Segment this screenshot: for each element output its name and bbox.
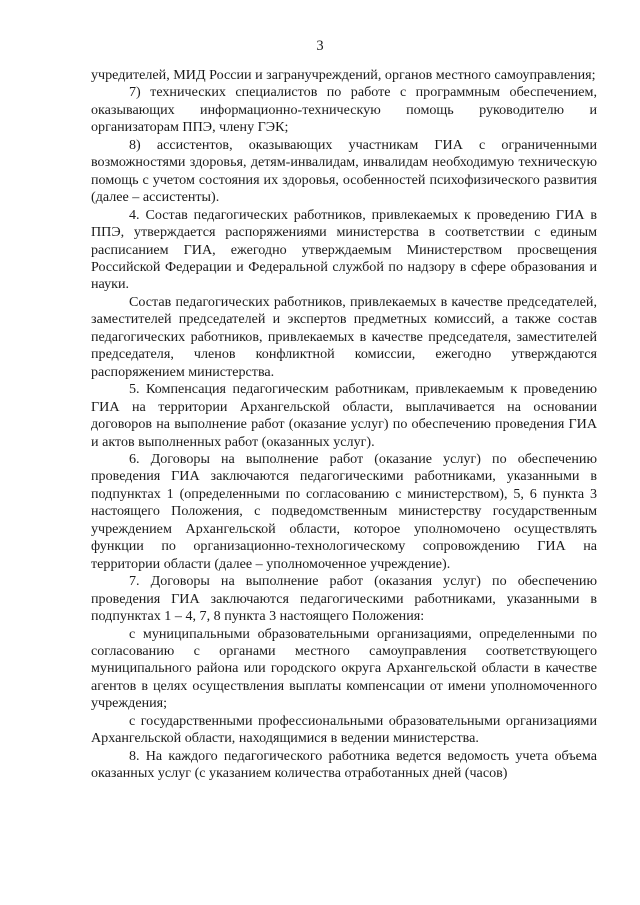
paragraph-item-8: 8) ассистентов, оказывающих участникам ГИА с ограниченными возможностями здоровья, детям-инвалидам, инвалидам необходимую техническую помощь с учетом состояния их здоровья, особенностей психофизического развития (далее – ассистенты). xyxy=(91,136,597,206)
paragraph-clause-4: 4. Состав педагогических работников, привлекаемых к проведению ГИА в ППЭ, утверждается распоряжениями министерства в соответствии с единым расписанием ГИА, ежегодно утверждаемым Министерством просвещения Российской Федерации и Федеральной службой по надзору в сфере образования и науки. xyxy=(91,206,597,293)
page-number: 3 xyxy=(316,38,324,54)
paragraph-continuation: учредителей, МИД России и загранучреждений, органов местного самоуправления; xyxy=(91,67,596,83)
document-body xyxy=(91,67,597,783)
paragraph-clause-7-municipal: с муниципальными образовательными организациями, определенными по согласованию с органами местного самоуправления соответствующего муниципального района или городского округа Архангельской области в качестве агентов в целях осуществления выплаты компенсации от имени уполномоченного учреждения; xyxy=(91,625,597,712)
paragraph-clause-8: 8. На каждого педагогического работника ведется ведомость учета объема оказанных услуг (с указанием количества отработанных дней (часов) xyxy=(91,747,597,782)
paragraph-item-7: 7) технических специалистов по работе с программным обеспечением, оказывающих информационно-техническую помощь руководителю и организаторам ППЭ, члену ГЭК; xyxy=(91,84,597,136)
paragraph-clause-5: 5. Компенсация педагогическим работникам, привлекаемым к проведению ГИА на территории Архангельской области, выплачивается на основании договоров на выполнение работ (оказание услуг) по обеспечению проведения ГИА и актов выполненных работ (оказанных услуг). xyxy=(91,381,597,450)
paragraph-clause-7-state: с государственными профессиональными образовательными организациями Архангельской области, находящимися в ведении министерства. xyxy=(91,712,597,747)
paragraph-clause-7: 7. Договоры на выполнение работ (оказания услуг) по обеспечению проведения ГИА заключаются педагогическими работниками, указанными в подпунктах 1 – 4, 7, 8 пункта 3 настоящего Положения: xyxy=(91,573,597,625)
paragraph-clause-6: 6. Договоры на выполнение работ (оказание услуг) по обеспечению проведения ГИА заключаются педагогическими работниками, указанными в подпунктах 1 (определенными по согласованию с министерством), 5, 6 пункта 3 настоящего Положения, с подведомственным министерству государственным учреждением Архангельской области, которое уполномочено осуществлять функции по организационно-технологическому сопровождению ГИА на территории области (далее – уполномоченное учреждение). xyxy=(91,450,597,572)
paragraph-clause-4-cont: Состав педагогических работников, привлекаемых в качестве председателей, заместителей председателей и экспертов предметных комиссий, а также состав педагогических работников, привлекаемых в качестве председателя, заместителей председателя, членов конфликтной комиссии, ежегодно утверждаются распоряжением министерства. xyxy=(91,293,597,380)
